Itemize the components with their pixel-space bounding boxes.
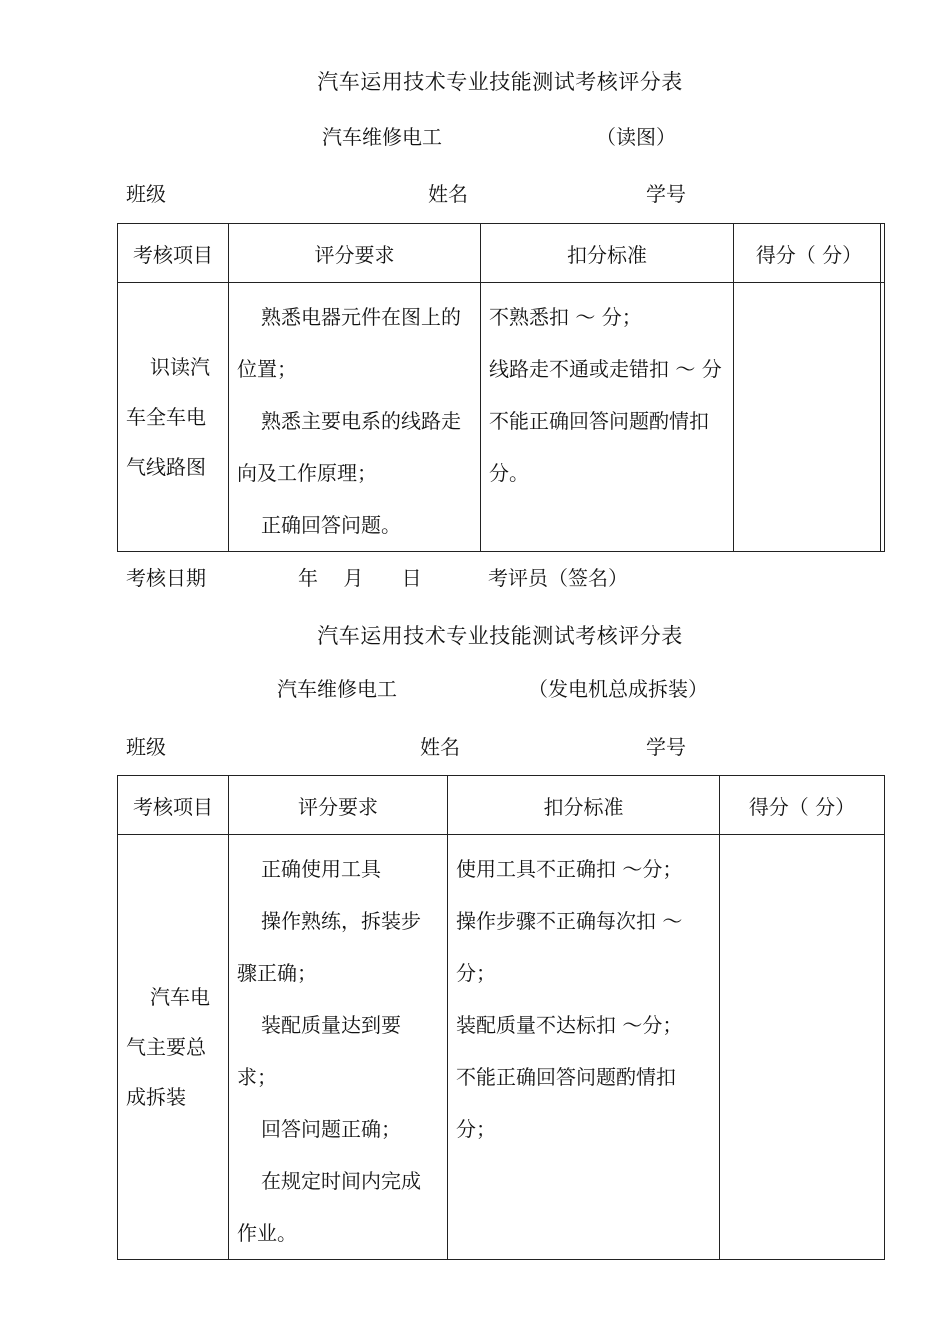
form2-score-table (117, 775, 885, 1260)
form2-deductions (448, 835, 719, 1155)
form1-header-requirements: 评分要求 (229, 224, 481, 283)
form1-examiner-label: 考评员（签名） (488, 566, 628, 590)
form1-requirement: 熟悉主要电系的线路走向及工作原理； (237, 409, 461, 485)
form1-score-table (117, 223, 885, 552)
form1-header-item: 考核项目 (118, 224, 229, 283)
form2-deduction: 操作步骤不正确每次扣 ～ 分； (456, 909, 683, 985)
form2-requirements (229, 835, 447, 1259)
form1-subtitle-right: （读图） (596, 125, 676, 149)
form2-class-label: 班级 (126, 735, 166, 759)
form1-date-parts: 年 月 日 (298, 566, 422, 590)
form1-date-label: 考核日期 (126, 566, 206, 590)
form1-header-deductions: 扣分标准 (481, 224, 734, 283)
form1-deductions (481, 283, 733, 499)
form2-subtitle-right: （发电机总成拆装） (528, 677, 708, 701)
form1-deduction: 线路走不通或走错扣 ～ 分 (489, 357, 722, 381)
form2-requirement: 操作熟练，拆装步骤正确； (237, 909, 421, 985)
form1-requirements (229, 283, 480, 551)
form2-header-deductions: 扣分标准 (448, 776, 720, 835)
form2-name-label: 姓名 (420, 735, 460, 759)
form2-header-score: 得分（ 分） (720, 776, 885, 835)
form2-item-name: 汽车电气主要总成拆装 (126, 985, 210, 1109)
form2-deduction: 不能正确回答问题酌情扣分； (456, 1065, 676, 1141)
form2-deduction: 使用工具不正确扣 ～分； (456, 857, 683, 881)
form2-requirement: 在规定时间内完成作业。 (237, 1169, 421, 1245)
form2-header-item: 考核项目 (118, 776, 229, 835)
form1-name-label: 姓名 (428, 182, 468, 206)
form1-score-cell[interactable] (734, 283, 885, 552)
form1-requirement: 正确回答问题。 (261, 513, 401, 537)
form1-item-name: 识读汽车全车电气线路图 (126, 355, 210, 479)
form2-score-cell[interactable] (720, 835, 885, 1260)
form1-class-label: 班级 (126, 182, 166, 206)
form1-deduction: 不能正确回答问题酌情扣分。 (489, 409, 709, 485)
form1-subtitle-left: 汽车维修电工 (322, 125, 442, 149)
form2-subtitle-left: 汽车维修电工 (277, 677, 397, 701)
form2-requirement: 装配质量达到要求； (237, 1013, 401, 1089)
form2-deduction: 装配质量不达标扣 ～分； (456, 1013, 683, 1037)
form1-header-score: 得分（ 分） (734, 224, 885, 283)
form1-title: 汽车运用技术专业技能测试考核评分表 (317, 70, 683, 94)
form2-requirement: 回答问题正确； (261, 1117, 401, 1141)
form2-requirement: 正确使用工具 (261, 857, 381, 881)
form1-id-label: 学号 (646, 182, 686, 206)
form2-id-label: 学号 (646, 735, 686, 759)
form1-requirement: 熟悉电器元件在图上的位置； (237, 305, 461, 381)
form1-deduction: 不熟悉扣 ～ 分； (489, 305, 642, 329)
form2-title: 汽车运用技术专业技能测试考核评分表 (317, 624, 683, 648)
form2-header-requirements: 评分要求 (229, 776, 448, 835)
